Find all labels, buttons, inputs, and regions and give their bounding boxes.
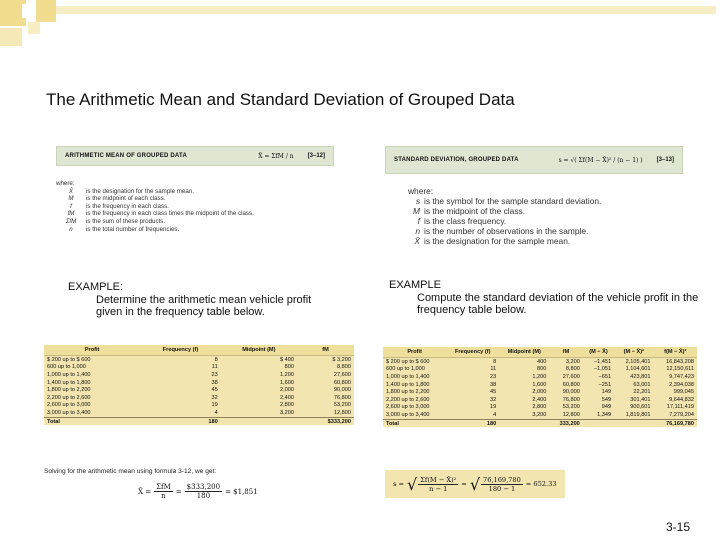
formula-number: [3–13] <box>656 157 674 163</box>
table-cell: 999,045 <box>673 389 694 396</box>
table-cell <box>499 419 549 427</box>
where-desc: is the frequency in each class times the midpoint of the class. <box>86 210 254 218</box>
table-cell: 53,200 <box>562 404 580 411</box>
table-header-row <box>44 345 354 356</box>
table-cell: 1,400 up to 1,800 <box>47 379 91 386</box>
table-cell: 38 <box>211 379 218 386</box>
table-cell: 76,800 <box>333 394 351 401</box>
calc-denominator: 180 − 1 <box>488 484 516 493</box>
table-cell: 1,600 <box>532 381 547 388</box>
calc-denominator: n <box>161 492 166 500</box>
table-cell: 180 <box>446 419 499 427</box>
table-cell: 800 <box>536 366 547 373</box>
table-cell: 9,644,832 <box>669 396 694 403</box>
table-cell: 27,600 <box>333 371 351 378</box>
table-cell: 3,000 up to 3,400 <box>386 411 430 418</box>
corner-decoration <box>56 6 716 14</box>
table-cell: 2,000 <box>279 387 294 394</box>
where-symbol: n <box>415 226 420 236</box>
table-row <box>44 371 354 379</box>
mean-calculation <box>138 483 258 500</box>
table-cell: 1,000 up to 1,400 <box>47 371 91 378</box>
mean-formula-box <box>56 146 334 166</box>
table-cell: 1,104,601 <box>625 366 651 373</box>
where-intro: where: <box>56 180 75 187</box>
calc-fraction <box>481 476 523 493</box>
table-cell: 1,200 <box>279 371 294 378</box>
table-cell: $ 200 up to $ 600 <box>47 356 91 363</box>
table-cell: 76,800 <box>562 396 580 403</box>
table-cell: 2,800 <box>532 404 547 411</box>
where-symbol: f <box>70 202 72 210</box>
table-cell: 8 <box>214 356 218 363</box>
table-row <box>44 394 354 402</box>
table-cell: 32 <box>211 394 218 401</box>
where-symbol: f <box>417 216 420 226</box>
table-cell: 3,000 up to 3,400 <box>47 409 91 416</box>
table-cell: 1,819,801 <box>625 411 651 418</box>
table-cell: 2,000 <box>532 389 547 396</box>
formula-name: STANDARD DEVIATION, GROUPED DATA <box>394 157 519 163</box>
page-number: 3-15 <box>666 520 691 534</box>
table-cell: 60,800 <box>333 379 351 386</box>
table-total-row <box>44 417 354 425</box>
sd-frequency-table <box>383 347 697 427</box>
sqrt-icon: √ <box>469 474 481 494</box>
table-cell: 2,600 up to 3,000 <box>47 402 91 409</box>
table-header: Midpoint (M) <box>221 345 297 356</box>
where-intro: where: <box>408 186 434 196</box>
where-symbol: X̄ <box>68 187 74 195</box>
table-cell: 8,800 <box>565 366 580 373</box>
formula-name: ARITHMETIC MEAN OF GROUPED DATA <box>65 153 187 159</box>
table-cell: 12,800 <box>333 409 351 416</box>
sd-where-list <box>408 186 698 246</box>
table-row <box>383 388 697 396</box>
table-row <box>383 373 697 381</box>
calc-lhs: s = <box>393 480 405 488</box>
corner-decoration <box>22 4 36 18</box>
table-header: fM <box>297 345 354 356</box>
table-cell: $333,200 <box>297 417 354 425</box>
calc-fraction <box>418 476 458 493</box>
formula-expression: X̄ = ΣfM / n <box>258 152 294 160</box>
table-cell: 1,200 <box>532 373 547 380</box>
solve-text: Solving for the arithmetic mean using formula 3-12, we get: <box>44 468 217 475</box>
table-cell: 12,150,611 <box>666 366 694 373</box>
table-cell: 11 <box>490 366 497 373</box>
table-cell: 32 <box>489 396 497 403</box>
table-cell: 60,800 <box>562 381 580 388</box>
table-cell: 23 <box>211 371 218 378</box>
table-cell: 333,200 <box>549 419 583 427</box>
table-cell: −1,451 <box>593 358 612 365</box>
table-cell: 2,394,038 <box>669 381 694 388</box>
table-cell: 45 <box>489 389 497 396</box>
table-cell: 4 <box>214 409 218 416</box>
where-symbol: ΣfM <box>65 217 77 225</box>
table-cell: Total <box>44 417 140 425</box>
sd-formula-box <box>385 146 683 174</box>
table-cell: 2,400 <box>532 396 547 403</box>
mean-where-list <box>56 180 336 233</box>
where-symbol: fM <box>67 210 75 218</box>
table-cell: 3,200 <box>279 409 294 416</box>
corner-decoration <box>28 22 40 34</box>
slide-title: The Arithmetic Mean and Standard Deviation of Grouped Data <box>46 90 515 109</box>
example-text: Compute the standard deviation of the vehicle profit in the frequency table below. <box>417 291 699 316</box>
where-symbol: M <box>68 195 74 203</box>
table-cell: 549 <box>601 396 612 403</box>
where-desc: is the symbol for the sample standard deviation. <box>424 196 602 206</box>
mean-example <box>68 281 328 319</box>
table-row <box>383 396 697 404</box>
table-row <box>44 379 354 387</box>
table-row <box>44 402 354 410</box>
table-cell: 949 <box>601 404 612 411</box>
table-cell: 7,279,204 <box>669 411 694 418</box>
calc-numerator: 76,169,780 <box>483 475 521 484</box>
where-desc: is the designation for the sample mean. <box>424 236 571 246</box>
corner-decoration <box>36 0 56 22</box>
table-cell: 63,001 <box>633 381 651 388</box>
table-cell: 19 <box>489 404 497 411</box>
example-title: EXAMPLE: <box>68 281 124 293</box>
calc-eq: = <box>175 487 182 496</box>
example-title: EXAMPLE <box>389 279 441 291</box>
calc-result: = $1,851 <box>225 487 258 496</box>
table-cell: 1,349 <box>597 411 612 418</box>
table-cell: 1,600 <box>279 379 294 386</box>
table-cell: −1,051 <box>593 366 612 373</box>
table-cell: 1,000 up to 1,400 <box>386 373 430 380</box>
table-cell: 3,200 <box>532 411 547 418</box>
table-cell: 8,800 <box>337 364 351 371</box>
table-cell: 2,800 <box>279 402 294 409</box>
calc-numerator: $333,200 <box>186 483 221 491</box>
where-symbol: s <box>415 196 420 206</box>
table-cell: 2,400 <box>279 394 294 401</box>
sqrt-icon: √ <box>407 474 418 494</box>
table-cell: 38 <box>489 381 497 388</box>
table-cell: 9,747,423 <box>669 373 694 380</box>
where-symbol: M <box>413 206 420 216</box>
table-cell: 3,200 <box>565 358 580 365</box>
table-cell: 600 up to 1,000 <box>47 364 86 371</box>
table-total-row <box>383 419 697 427</box>
table-cell: 600 up to 1,000 <box>386 366 425 373</box>
table-header: Midpoint (M) <box>499 347 549 358</box>
calc-result: = 652.33 <box>525 480 557 488</box>
table-cell: 1,400 up to 1,800 <box>386 381 430 388</box>
where-desc: is the number of observations in the sample. <box>424 226 589 236</box>
table-cell: 1,800 up to 2,200 <box>386 389 430 396</box>
table-row <box>383 358 697 366</box>
sd-example <box>389 279 699 317</box>
table-row <box>44 364 354 372</box>
table-cell: 8 <box>493 358 497 365</box>
calc-fraction <box>185 483 222 500</box>
where-desc: is the class frequency. <box>424 216 507 226</box>
table-cell: −651 <box>598 373 612 380</box>
table-cell: 76,169,780 <box>654 419 697 427</box>
table-cell: 2,200 up to 2,600 <box>386 396 430 403</box>
table-cell: 22,201 <box>633 389 651 396</box>
where-symbol: n <box>69 225 73 233</box>
table-header: (M − X̄) <box>583 347 614 358</box>
where-desc: is the frequency in each class. <box>86 202 169 210</box>
calc-denominator: 180 <box>196 492 211 500</box>
table-cell: 1,800 up to 2,200 <box>47 387 91 394</box>
table-cell: 12,800 <box>562 411 580 418</box>
table-cell <box>221 417 297 425</box>
table-cell: 17,111,419 <box>666 404 694 411</box>
table-cell: 2,200 up to 2,600 <box>47 394 91 401</box>
calc-lhs: X̄ = <box>138 487 152 496</box>
where-desc: is the midpoint of each class. <box>86 195 166 203</box>
sd-calculation <box>385 470 565 498</box>
where-desc: is the midpoint of the class. <box>424 206 526 216</box>
table-cell: 2,600 up to 3,000 <box>386 404 430 411</box>
table-cell: −251 <box>598 381 612 388</box>
table-row <box>44 386 354 394</box>
table-header: (M − X̄)² <box>614 347 653 358</box>
table-cell: $ 400 <box>279 356 294 363</box>
table-cell <box>614 419 653 427</box>
table-cell: 2,105,401 <box>625 358 651 365</box>
table-header-row <box>383 347 697 358</box>
table-row <box>44 409 354 417</box>
calc-eq: = <box>461 480 467 488</box>
table-row <box>383 404 697 412</box>
table-cell: 301,401 <box>630 396 651 403</box>
calc-numerator: ΣfM <box>156 483 171 491</box>
table-cell <box>583 419 614 427</box>
table-cell: $ 3,200 <box>332 356 351 363</box>
table-row <box>383 411 697 419</box>
table-cell: 23 <box>489 373 497 380</box>
table-cell: 149 <box>601 389 612 396</box>
where-desc: is the sum of these products. <box>86 217 166 225</box>
table-cell: 180 <box>140 417 220 425</box>
table-cell: 16,843,208 <box>666 358 694 365</box>
table-header: Profit <box>44 345 140 356</box>
table-row <box>383 381 697 389</box>
table-header: Profit <box>383 347 446 358</box>
table-cell: 4 <box>493 411 497 418</box>
formula-expression: s = √( Σf(M − X̄)² / (n − 1) ) <box>558 156 643 164</box>
table-header: fM <box>549 347 583 358</box>
table-cell: 19 <box>211 402 218 409</box>
table-cell: Total <box>383 419 446 427</box>
table-cell: 90,000 <box>333 387 351 394</box>
calc-denominator: n − 1 <box>429 484 448 493</box>
corner-decoration <box>0 28 22 46</box>
table-header: Frequency (f) <box>446 347 499 358</box>
table-row <box>383 366 697 374</box>
where-desc: is the designation for the sample mean. <box>86 187 195 195</box>
table-cell: 90,000 <box>562 389 580 396</box>
example-text: Determine the arithmetic mean vehicle profit given in the frequency table below. <box>96 293 312 318</box>
mean-frequency-table <box>44 345 354 425</box>
table-cell: $ 200 up to $ 600 <box>386 358 430 365</box>
calc-fraction <box>154 483 173 500</box>
table-cell: 53,200 <box>333 402 351 409</box>
calc-numerator: Σf(M − X̄)² <box>420 475 457 484</box>
where-symbol: X̄ <box>414 236 420 246</box>
table-cell: 423,801 <box>630 373 651 380</box>
table-row <box>44 356 354 364</box>
table-header: Frequency (f) <box>140 345 220 356</box>
table-cell: 900,601 <box>630 404 651 411</box>
table-cell: 400 <box>536 358 547 365</box>
table-cell: 45 <box>211 387 218 394</box>
table-cell: 27,600 <box>562 373 580 380</box>
table-header: f(M − X̄)² <box>654 347 697 358</box>
table-cell: 800 <box>284 364 294 371</box>
formula-number: [3–12] <box>307 153 325 159</box>
table-cell: 11 <box>211 364 218 371</box>
where-desc: is the total number of frequencies. <box>86 225 180 233</box>
